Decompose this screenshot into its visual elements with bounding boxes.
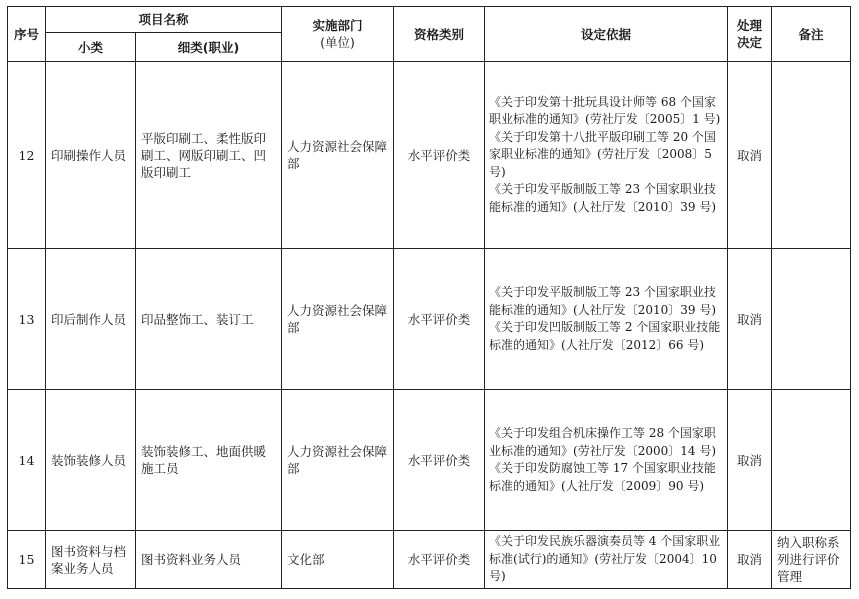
row-remarks [772, 249, 851, 390]
basis-item: 《关于印发第十批玩具设计师等 68 个国家职业标准的通知》(劳社厅发〔2005〕1 号) [489, 94, 721, 127]
row-subcategory: 图书资料与档案业务人员 [46, 531, 136, 589]
basis-item: 《关于印发民族乐器演奏员等 4 个国家职业标准(试行)的通知》(劳社厅发〔2004〕10 号) [489, 534, 721, 584]
header-basis: 设定依据 [485, 7, 728, 62]
row-seq: 14 [8, 390, 46, 531]
row-basis [485, 62, 728, 249]
header-decision-line2: 决定 [737, 35, 763, 50]
header-seq: 序号 [8, 7, 46, 62]
row-seq: 15 [8, 531, 46, 589]
table-row [8, 62, 851, 249]
row-dept: 文化部 [282, 531, 394, 589]
row-basis [485, 249, 728, 390]
row-basis [485, 531, 728, 589]
row-decision: 取消 [728, 390, 772, 531]
basis-item: 《关于印发防腐蚀工等 17 个国家职业技能标准的通知》(人社厅发〔2009〕90 号) [489, 461, 716, 493]
row-remarks: 纳入职称系列进行评价管理 [772, 531, 851, 589]
row-detail: 平版印刷工、柔性版印刷工、网版印刷工、凹版印刷工 [136, 62, 282, 249]
row-subcategory: 印刷操作人员 [46, 62, 136, 249]
table-row [8, 390, 851, 531]
row-remarks [772, 390, 851, 531]
basis-item: 《关于印发组合机床操作工等 28 个国家职业标准的通知》(劳社厅发〔2000〕14 号) [489, 426, 717, 458]
row-remarks [772, 62, 851, 249]
row-qual-type: 水平评价类 [394, 531, 485, 589]
row-detail: 印品整饰工、装订工 [136, 249, 282, 390]
row-qual-type: 水平评价类 [394, 62, 485, 249]
row-decision: 取消 [728, 531, 772, 589]
row-detail: 图书资料业务人员 [136, 531, 282, 589]
header-dept-line2: (单位) [320, 35, 355, 50]
row-qual-type: 水平评价类 [394, 390, 485, 531]
row-dept: 人力资源社会保障部 [282, 249, 394, 390]
row-detail: 装饰装修工、地面供暖施工员 [136, 390, 282, 531]
row-dept: 人力资源社会保障部 [282, 62, 394, 249]
basis-item: 《关于印发平版制版工等 23 个国家职业技能标准的通知》(人社厅发〔2010〕39 号) [489, 182, 717, 214]
row-subcategory: 装饰装修人员 [46, 390, 136, 531]
row-decision: 取消 [728, 249, 772, 390]
header-detail: 细类(职业) [136, 33, 282, 62]
row-decision: 取消 [728, 62, 772, 249]
basis-item: 《关于印发凹版制版工等 2 个国家职业技能标准的通知》(人社厅发〔2012〕66 号) [489, 320, 721, 352]
row-seq: 13 [8, 249, 46, 390]
row-basis [485, 390, 728, 531]
header-dept [282, 7, 394, 62]
header-decision [728, 7, 772, 62]
basis-item: 《关于印发平版制版工等 23 个国家职业技能标准的通知》(人社厅发〔2010〕39 号) [489, 285, 717, 317]
table-row [8, 531, 851, 589]
row-qual-type: 水平评价类 [394, 249, 485, 390]
header-subcategory: 小类 [46, 33, 136, 62]
header-project-name: 项目名称 [46, 7, 282, 33]
row-seq: 12 [8, 62, 46, 249]
header-remarks: 备注 [772, 7, 851, 62]
qualification-table [7, 6, 851, 589]
row-dept: 人力资源社会保障部 [282, 390, 394, 531]
basis-item: 《关于印发第十八批平版印刷工等 20 个国家职业标准的通知》(劳社厅发〔2008〕5 号) [489, 129, 716, 179]
header-decision-line1: 处理 [737, 18, 763, 33]
row-subcategory: 印后制作人员 [46, 249, 136, 390]
header-dept-line1: 实施部门 [312, 18, 363, 33]
table-row [8, 249, 851, 390]
header-qual-type: 资格类别 [394, 7, 485, 62]
